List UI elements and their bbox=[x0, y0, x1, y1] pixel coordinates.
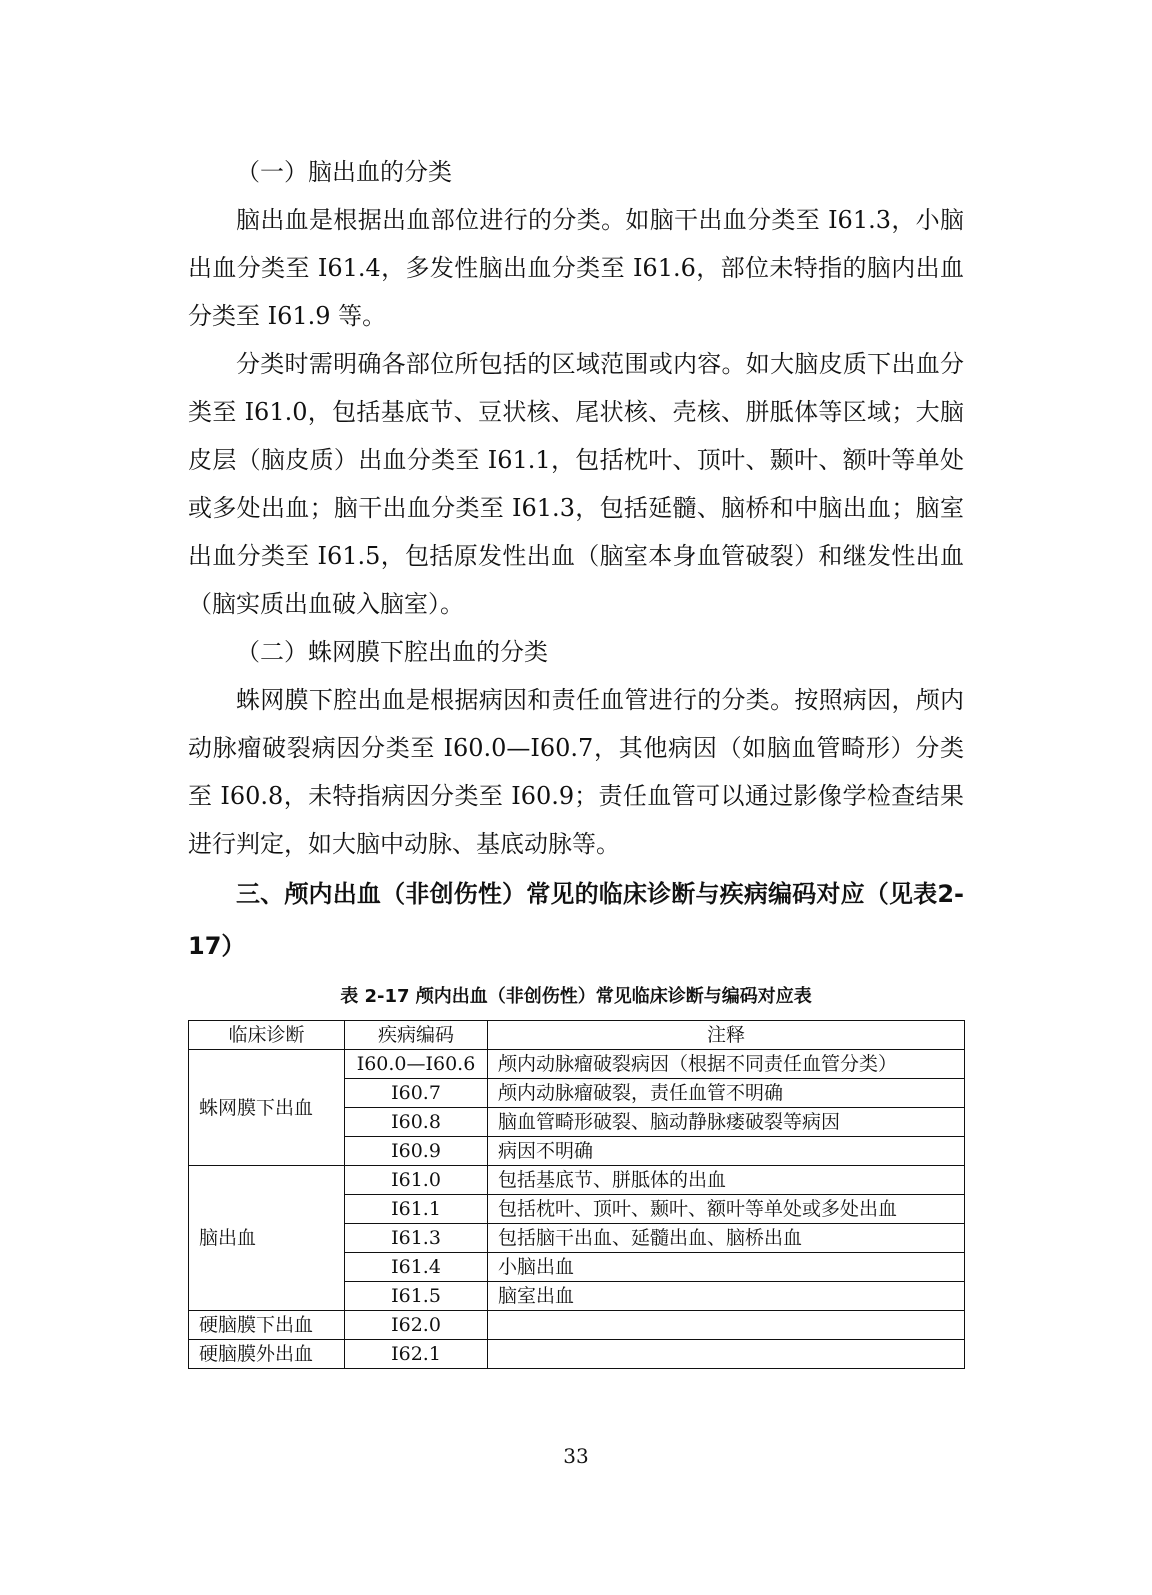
note-cell: 包括基底节、胼胝体的出血 bbox=[488, 1166, 965, 1195]
section1-para1: 脑出血是根据出血部位进行的分类。如脑干出血分类至 I61.3，小脑出血分类至 I61.4，多发性脑出血分类至 I61.6，部位未特指的脑内出血分类至 I61.9 等。 bbox=[188, 206, 964, 330]
note-cell bbox=[488, 1311, 965, 1340]
table-row bbox=[189, 1166, 965, 1195]
code-cell: I61.4 bbox=[345, 1253, 488, 1282]
diagnosis-code-table bbox=[188, 1020, 965, 1369]
diagnosis-cell: 脑出血 bbox=[189, 1166, 345, 1311]
code-cell: I61.0 bbox=[345, 1166, 488, 1195]
note-cell: 脑血管畸形破裂、脑动静脉瘘破裂等病因 bbox=[488, 1108, 965, 1137]
page-content bbox=[188, 148, 964, 1369]
code-cell: I61.5 bbox=[345, 1282, 488, 1311]
code-cell: I60.0—I60.6 bbox=[345, 1050, 488, 1079]
note-cell: 小脑出血 bbox=[488, 1253, 965, 1282]
header-code: 疾病编码 bbox=[345, 1021, 488, 1050]
code-cell: I61.1 bbox=[345, 1195, 488, 1224]
note-cell: 脑室出血 bbox=[488, 1282, 965, 1311]
section2-para1: 蛛网膜下腔出血是根据病因和责任血管进行的分类。按照病因，颅内动脉瘤破裂病因分类至 I60.0—I60.7，其他病因（如脑血管畸形）分类至 I60.8，未特指病因分类至 I60.9；责任血管可以通过影像学检查结果进行判定，如大脑中动脉、基底动脉等。 bbox=[188, 686, 964, 858]
diagnosis-cell: 硬脑膜下出血 bbox=[189, 1311, 345, 1340]
code-cell: I61.3 bbox=[345, 1224, 488, 1253]
section2-heading: （二）蛛网膜下腔出血的分类 bbox=[236, 638, 548, 666]
note-cell: 包括脑干出血、延髓出血、脑桥出血 bbox=[488, 1224, 965, 1253]
code-cell: I60.7 bbox=[345, 1079, 488, 1108]
code-cell: I62.1 bbox=[345, 1340, 488, 1369]
header-note: 注释 bbox=[488, 1021, 965, 1050]
header-diagnosis: 临床诊断 bbox=[189, 1021, 345, 1050]
code-cell: I60.8 bbox=[345, 1108, 488, 1137]
note-cell bbox=[488, 1340, 965, 1369]
note-cell: 病因不明确 bbox=[488, 1137, 965, 1166]
note-cell: 颅内动脉瘤破裂，责任血管不明确 bbox=[488, 1079, 965, 1108]
note-cell: 颅内动脉瘤破裂病因（根据不同责任血管分类） bbox=[488, 1050, 965, 1079]
section3-heading: 三、颅内出血（非创伤性）常见的临床诊断与疾病编码对应（见表2-17） bbox=[188, 880, 964, 960]
section1-para2: 分类时需明确各部位所包括的区域范围或内容。如大脑皮质下出血分类至 I61.0，包括基底节、豆状核、尾状核、壳核、胼胝体等区域；大脑皮层（脑皮质）出血分类至 I61.1，包括枕叶、顶叶、颞叶、额叶等单处或多处出血；脑干出血分类至 I61.3，包括延髓、脑桥和中脑出血；脑室出血分类至 I61.5，包括原发性出血（脑室本身血管破裂）和继发性出血（脑实质出血破入脑室）。 bbox=[188, 350, 964, 618]
table-row bbox=[189, 1050, 965, 1079]
table-header-row bbox=[189, 1021, 965, 1050]
table-row bbox=[189, 1311, 965, 1340]
section1-heading: （一）脑出血的分类 bbox=[236, 158, 452, 186]
table-caption: 表 2-17 颅内出血（非创伤性）常见临床诊断与编码对应表 bbox=[340, 986, 812, 1007]
diagnosis-cell: 硬脑膜外出血 bbox=[189, 1340, 345, 1369]
code-cell: I60.9 bbox=[345, 1137, 488, 1166]
page-number: 33 bbox=[563, 1444, 589, 1468]
code-cell: I62.0 bbox=[345, 1311, 488, 1340]
diagnosis-cell: 蛛网膜下出血 bbox=[189, 1050, 345, 1166]
table-row bbox=[189, 1340, 965, 1369]
note-cell: 包括枕叶、顶叶、颞叶、额叶等单处或多处出血 bbox=[488, 1195, 965, 1224]
